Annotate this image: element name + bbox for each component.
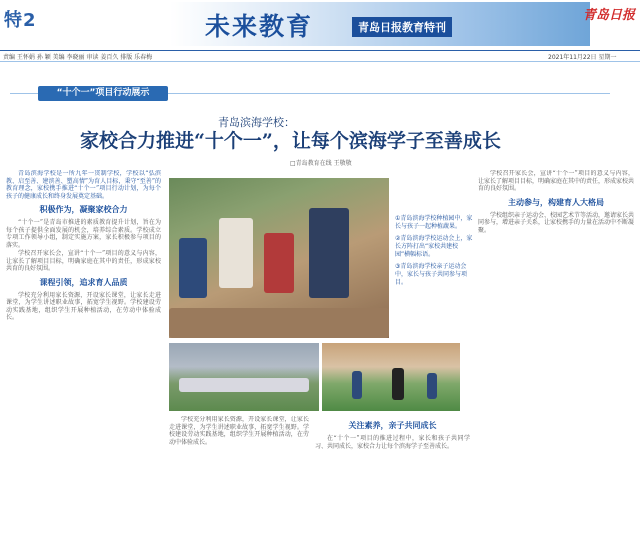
photo-parent-child-game (322, 343, 460, 411)
photo-sports-meet (169, 343, 319, 411)
article-column-left (6, 170, 161, 540)
article-paragraph: 学校组织亲子运动会、校园艺术节等活动，邀请家长共同参与，增进亲子关系，让家校携手的力量在活动中不断凝聚。 (478, 211, 634, 234)
article-lead: 青岛滨海学校是一所九年一贯制学校，学校以“弘滨教、启至善、建滨善、塑高情”为育人目标，秉守“至善”的教育理念，家校携手推进“十个一”项目行动计划，为每个孩子的健康成长和终身发展奠定基础。 (6, 170, 161, 200)
photo-captions (395, 215, 473, 291)
article-byline: □青岛教育在线 王敬敬 (290, 160, 352, 167)
article-paragraph: 学校充分利用家长资源，开设家长课堂，让家长走进课堂，为学生讲述职业故事，拓宽学生视野。学校建设劳动实践基地，组织学生开展种植活动，在劳动中体验成长。 (169, 416, 309, 446)
caption-2: ②青岛滨海学校运动会上，家长方阵打出“家校共建校园”横幅标语。 (395, 235, 473, 258)
article-paragraph: 在“十个一”项目的推进过程中，家长和孩子共同学习、共同成长，家校合力让每个滨海学子至善成长。 (315, 435, 470, 450)
section-banner: “十个一”项目行动展示 (38, 86, 168, 101)
section-heading: 课程引领，追求育人品质 (39, 277, 128, 287)
article-column-right (478, 170, 634, 540)
section-heading: 主动参与，构建育人大格局 (508, 197, 604, 207)
section-number: 特2 (4, 10, 37, 31)
caption-1: ①青岛滨海学校种植园中，家长与孩子一起种植蔬果。 (395, 215, 473, 230)
article-subhead: 青岛滨海学校： (218, 116, 295, 129)
staff-credits: 责编 王怀娟 孙 颖 美编 李晓丽 审读 姜百久 排版 乐春梅 (3, 54, 153, 61)
photo-planting (169, 178, 389, 338)
article-column-mid-right (315, 416, 470, 541)
article-paragraph: “十个一”是青岛市推进的素质教育提升计划，旨在为每个孩子提供全面发展的机会，培养综合素质。学校成立专项工作领导小组，制定实施方案，家长积极参与项目的落实。 (6, 219, 161, 249)
issue-date: 2021年11月22日 星期一 (548, 54, 617, 61)
article-paragraph: 学校召开家长会，宣讲“十个一”项目的意义与内容，让家长了解项目目标，明确家庭在其中的责任，形成家校共育的良好氛围。 (6, 250, 161, 272)
newspaper-logo: 青岛日报 (583, 8, 636, 23)
article-paragraph: 学校召开家长会，宣讲“十个一”项目的意义与内容，让家长了解项目目标，明确家庭在其中的责任，形成家校共育的良好氛围。 (478, 170, 634, 192)
caption-3: ③青岛滨海学校亲子运动会中，家长与孩子共同参与项目。 (395, 263, 468, 286)
article-headline: 家校合力推进“十个一”，让每个滨海学子至善成长 (80, 130, 501, 152)
section-heading: 积极作为，凝聚家校合力 (39, 205, 128, 214)
article-paragraph: 学校充分利用家长资源，开设家长课堂，让家长走进课堂，为学生讲述职业故事，拓宽学生视野。学校建设劳动实践基地，组织学生开展种植活动，在劳动中体验成长。 (6, 291, 161, 321)
article-column-mid-left (169, 416, 309, 541)
newspaper-title: 未来教育 (205, 12, 314, 41)
newspaper-subtitle: 青岛日报教育特刊 (352, 17, 452, 37)
section-heading: 关注素养，亲子共同成长 (348, 421, 437, 430)
